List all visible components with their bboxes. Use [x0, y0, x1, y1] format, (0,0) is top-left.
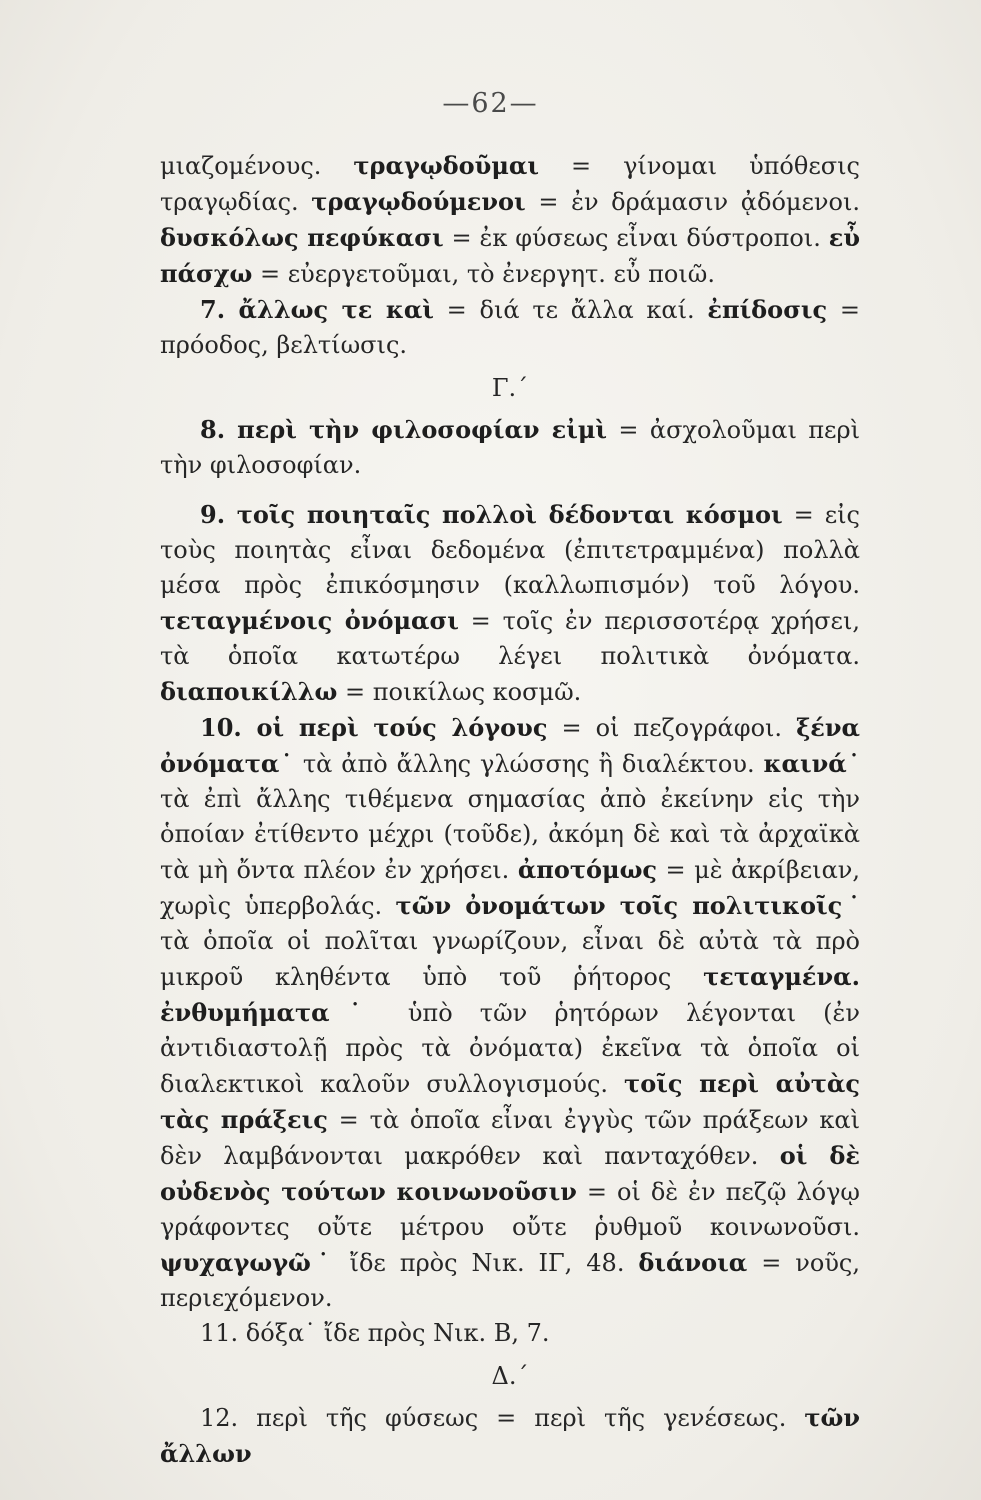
gloss-text: = εἰς τοὺς ποιητὰς εἶναι δεδομένα (ἐπιτετραμμένα) πολλὰ μέσα πρὸς ἐπικόσμησιν (καλλωπισμόν) τοῦ λόγου. — [160, 501, 861, 599]
gloss-text: = εὐεργετοῦμαι, τὸ ἐνεργητ. εὖ ποιῶ. — [252, 260, 715, 288]
gloss-text: = περὶ τῆς γενέσεως. — [478, 1404, 805, 1432]
lemma-term: 10. οἱ περὶ τούς λόγους — [200, 713, 548, 742]
gloss-text: = νοῦς, περιεχόμενον. — [160, 1249, 861, 1312]
lemma-term: τῶν ἄλλων — [160, 1403, 860, 1468]
gloss-text: τὰ ἐπὶ ἄλλης τιθέμενα σημασίας ἀπὸ ἐκείνην εἰς τὴν ὁποίαν ἐτίθεντο μέχρι (τοῦδε), ἀκόμη δὲ καὶ τὰ ἀρχαϊκὰ τὰ μὴ ὄντα πλέον ἐν χρήσει. — [160, 785, 860, 884]
gloss-text: = ἐν δράμασιν ᾀδόμενοι. — [525, 188, 860, 216]
lemma-term: τραγῳδούμενοι — [311, 187, 526, 216]
gloss-text: = τὰ ὁποῖα εἶναι ἐγγὺς τῶν πράξεων καὶ δὲν λαμβάνονται μακρόθεν καὶ πανταχόθεν. — [160, 1106, 860, 1170]
section-heading — [160, 371, 860, 406]
lemma-term: 8. περὶ τὴν φιλοσοφίαν εἰμὶ — [200, 415, 608, 444]
lemma-term: διαποικίλλω — [160, 677, 338, 706]
lemma-term: τεταγμένα. ἐνθυμήματα˙ — [160, 962, 860, 1027]
gloss-text: ἴδε πρὸς Νικ. Β, 7. — [316, 1319, 550, 1347]
paragraph — [160, 710, 860, 1316]
gloss-text: = ἐκ φύσεως εἶναι δύστροποι. — [443, 224, 829, 252]
gloss-text: = οἱ δὲ ἐν πεζῷ λόγῳ γράφοντες οὔτε μέτρου οὔτε ῥυθμοῦ κοινωνοῦσι. — [160, 1178, 860, 1241]
lemma-term: ἐπίδοσις — [707, 295, 828, 324]
lemma-term: 7. ἄλλως τε καὶ — [200, 295, 434, 324]
paragraph — [160, 292, 860, 363]
lemma-term: τῶν ὀνομάτων τοῖς πολιτικοῖς˙ — [395, 891, 860, 920]
gloss-text: = πρόοδος, βελτίωσις. — [160, 296, 860, 359]
gloss-text: = διά τε ἄλλα καί. — [433, 296, 708, 324]
commentary-text — [160, 148, 860, 1472]
gloss-text: Δ.΄ — [491, 1362, 529, 1390]
gloss-text: ὑπὸ τῶν ῥητόρων λέγονται (ἐν ἀντιδιαστολῇ πρὸς τὰ ὀνόματα) ἐκεῖνα τὰ ὁποῖα οἱ διαλεκτικοὶ καλοῦν συλλογισμούς. — [160, 999, 860, 1098]
gloss-text: = ποικίλως κοσμῶ. — [337, 678, 582, 706]
lemma-term: δυσκόλως πεφύκασι — [160, 223, 444, 252]
lemma-term: τεταγμένοις ὀνόμασι — [160, 606, 459, 635]
gloss-text: ἴδε πρὸς Νικ. ΙΓ, 48. — [335, 1249, 639, 1277]
lemma-term: ψυχαγωγῶ˙ — [160, 1248, 336, 1277]
lemma-term: τοῖς περὶ αὐτὰς τὰς πράξεις — [160, 1069, 860, 1134]
gloss-text: = μὲ ἀκρίβειαν, χωρὶς ὑπερβολάς. — [160, 856, 861, 920]
gloss-text: = γίνομαι ὑπόθεσις τραγῳδίας. — [160, 152, 860, 216]
lemma-term: καινά˙ — [763, 749, 861, 778]
lemma-term: τραγῳδοῦμαι — [353, 151, 539, 180]
gloss-text: 12. περὶ τῆς φύσεως — [200, 1404, 479, 1432]
gloss-text: Γ.΄ — [491, 374, 529, 402]
gloss-text: μιαζομένους. — [160, 152, 354, 180]
lemma-term: οἱ δὲ οὐδενὸς τούτων κοινωνοῦσιν — [160, 1141, 860, 1206]
paragraph — [160, 497, 860, 710]
paragraph — [160, 1316, 860, 1351]
page-number: —62— — [442, 88, 539, 119]
gloss-text: τὰ ὁποῖα οἱ πολῖται γνωρίζουν, εἶναι δὲ αὐτὰ τὰ πρὸ μικροῦ κληθέντα ὑπὸ τοῦ ῥήτορος — [160, 927, 860, 991]
section-heading — [160, 1359, 860, 1394]
gloss-text: τὰ ἀπὸ ἄλλης γλώσσης ἢ διαλέκτου. — [293, 750, 764, 778]
paragraph — [160, 412, 860, 483]
lemma-term: 9. τοῖς ποιηταῖς πολλοὶ δέδονται κόσμοι — [200, 500, 783, 529]
lemma-term: εὖ πάσχω — [160, 223, 860, 288]
gloss-text: 11. δόξα˙ — [200, 1319, 317, 1347]
lemma-term: ἀποτόμως — [517, 855, 658, 884]
paragraph — [160, 148, 860, 292]
gloss-text: = οἱ πεζογράφοι. — [547, 714, 797, 742]
lemma-term: διάνοια — [638, 1248, 748, 1277]
lemma-term: ξένα ὀνόματα˙ — [160, 713, 860, 778]
gloss-text: = ἀσχολοῦμαι περὶ τὴν φιλοσοφίαν. — [160, 416, 861, 479]
paragraph — [160, 1400, 860, 1472]
gloss-text: = τοῖς ἐν περισσοτέρᾳ χρήσει, τὰ ὁποῖα κατωτέρω λέγει πολιτικὰ ὀνόματα. — [160, 607, 861, 670]
